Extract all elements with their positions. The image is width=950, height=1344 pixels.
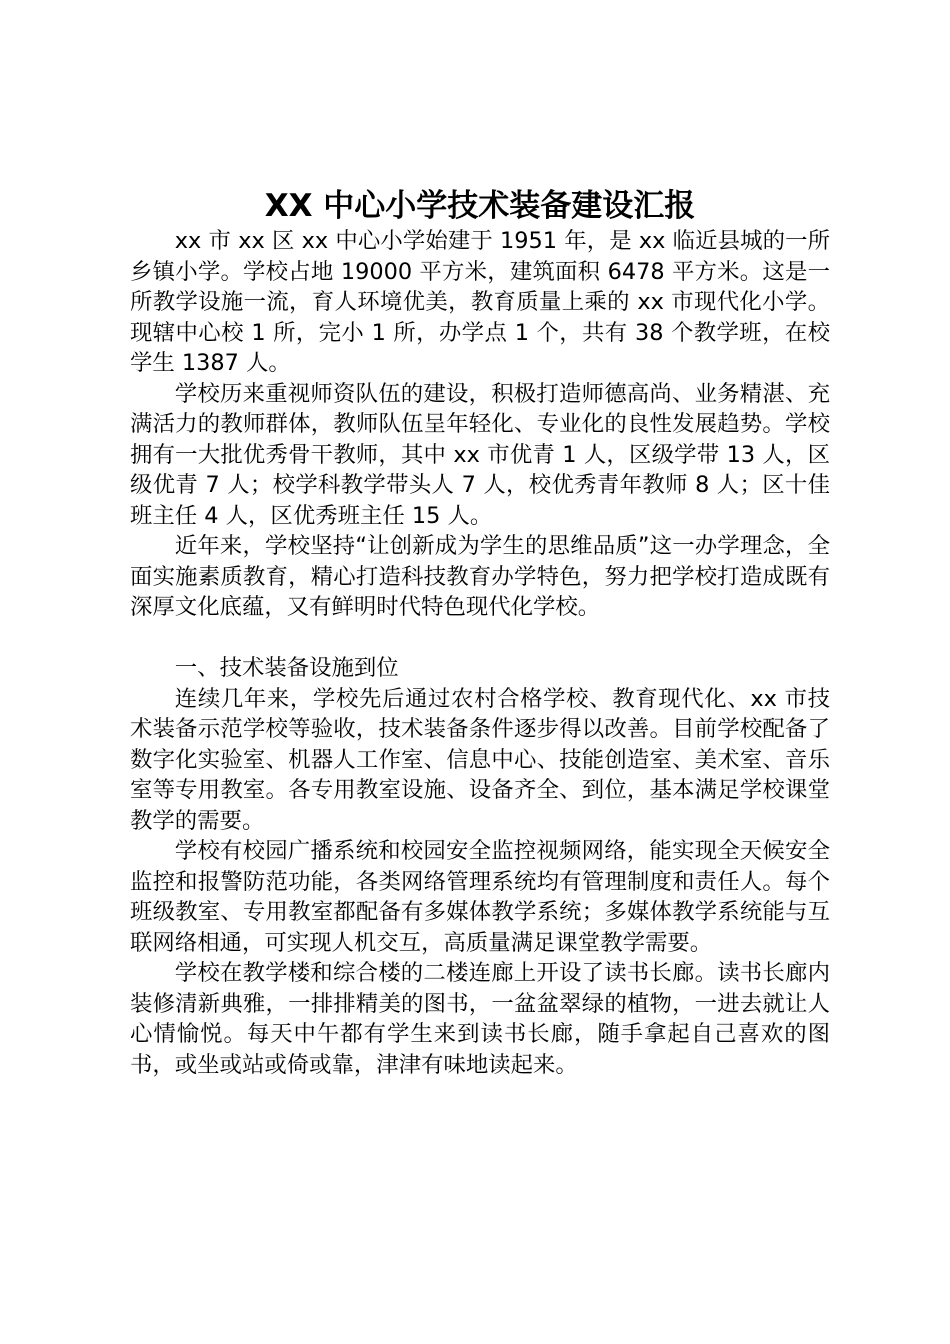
blank-line xyxy=(130,623,830,654)
section-heading: 一、技术装备设施到位 xyxy=(174,655,399,681)
document-page xyxy=(130,186,830,1080)
section-paragraph-1: 连续几年来，学校先后通过农村合格学校、教育现代化、xx 市技术装备示范学校等验收，技术装备条件逐步得以改善。目前学校配备了数字化实验室、机器人工作室、信息中心、技能创造室、美术室、音乐室等专用教室。各专用教室设施、设备齐全、到位，基本满足学校课堂教学的需要。 xyxy=(130,685,830,834)
document-title: XX 中心小学技术装备建设汇报 xyxy=(264,188,696,224)
section-paragraph-3: 学校在教学楼和综合楼的二楼连廊上开设了读书长廊。读书长廊内装修清新典雅，一排排精美的图书，一盆盆翠绿的植物，一进去就让人心情愉悦。每天中午都有学生来到读书长廊，随手拿起自己喜欢的图书，或坐或站或倚或靠，津津有味地读起来。 xyxy=(130,960,830,1078)
intro-paragraph-2: 学校历来重视师资队伍的建设，积极打造师德高尚、业务精湛、充满活力的教师群体，教师队伍呈年轻化、专业化的良性发展趋势。学校拥有一大批优秀骨干教师，其中 xx 市优青 1 人，区级学带 13 人，区级优青 7 人；校学科教学带头人 7 人，校优秀青年教师 8 人；区十佳班主任 4 人，区优秀班主任 15 人。 xyxy=(130,380,830,529)
section-paragraph-2: 学校有校园广播系统和校园安全监控视频网络，能实现全天候安全监控和报警防范功能，各类网络管理系统均有管理制度和责任人。每个班级教室、专用教室都配备有多媒体教学系统；多媒体教学系统能与互联网络相通，可实现人机交互，高质量满足课堂教学需要。 xyxy=(130,838,830,956)
intro-paragraph-3: 近年来，学校坚持“让创新成为学生的思维品质”这一办学理念，全面实施素质教育，精心打造科技教育办学特色，努力把学校打造成既有深厚文化底蕴，又有鲜明时代特色现代化学校。 xyxy=(130,533,830,620)
intro-paragraph-1: xx 市 xx 区 xx 中心小学始建于 1951 年，是 xx 临近县城的一所乡镇小学。学校占地 19000 平方米，建筑面积 6478 平方米。这是一所教学设施一流，育人环境优美，教育质量上乘的 xx 市现代化小学。现辖中心校 1 所，完小 1 所，办学点 1 个，共有 38 个教学班，在校学生 1387 人。 xyxy=(130,228,830,376)
